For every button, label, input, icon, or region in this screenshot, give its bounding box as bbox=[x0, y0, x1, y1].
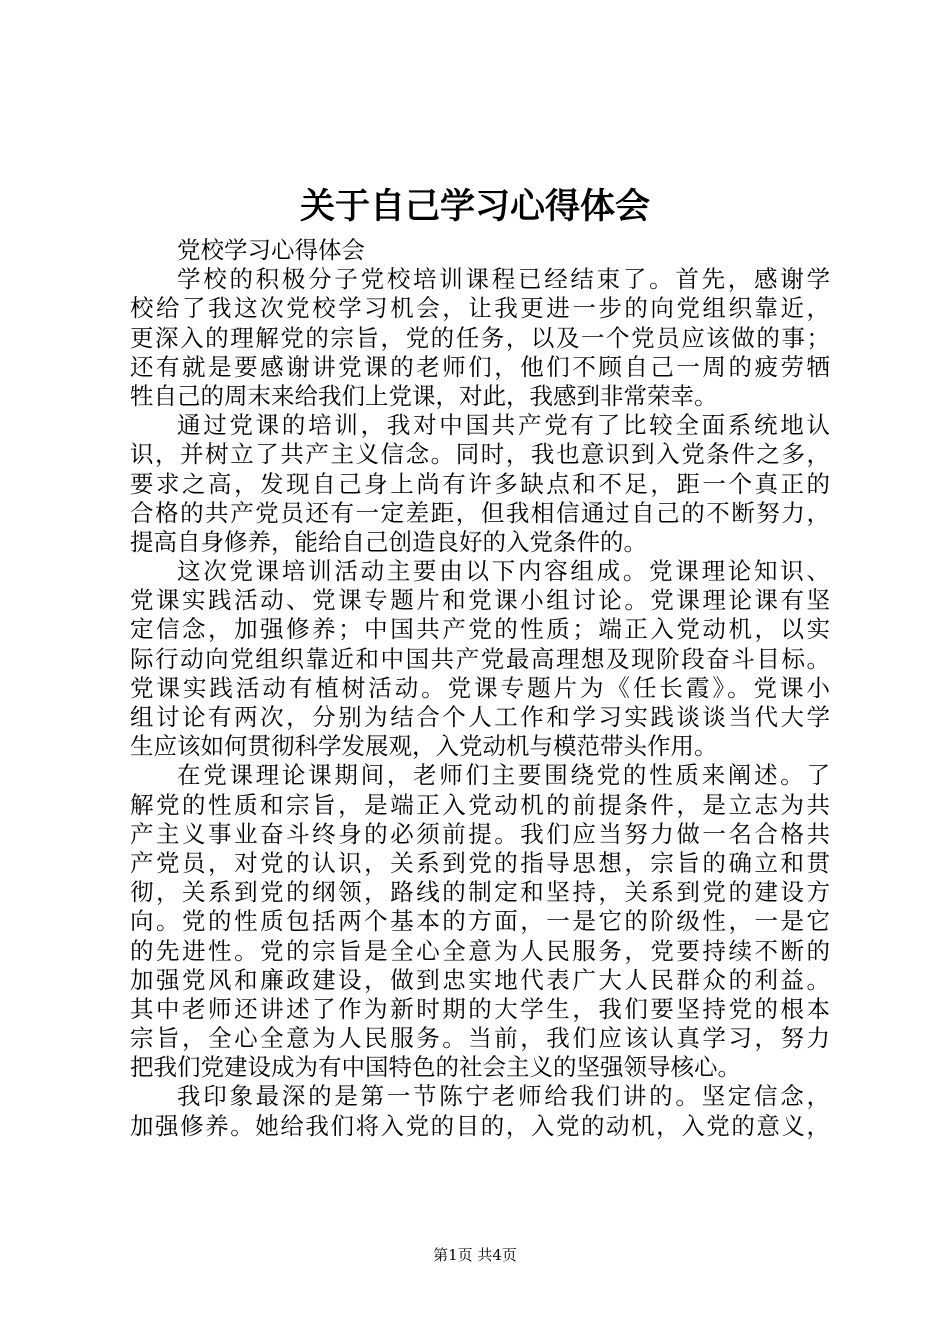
body-line: 加强修养。她给我们将入党的目的，入党的动机，入党的意义， bbox=[130, 1111, 830, 1140]
body-line: 合格的共产党员还有一定差距，但我相信通过自己的不断努力， bbox=[130, 498, 830, 527]
body-line: 更深入的理解党的宗旨，党的任务，以及一个党员应该做的事； bbox=[130, 323, 830, 352]
body-line: 学校的积极分子党校培训课程已经结束了。首先，感谢学 bbox=[177, 265, 830, 294]
body-line: 宗旨，全心全意为人民服务。当前，我们应该认真学习，努力 bbox=[130, 1024, 830, 1053]
body-line: 牲自己的周末来给我们上党课，对此，我感到非常荣幸。 bbox=[130, 381, 718, 410]
body-line: 解党的性质和宗旨，是端正入党动机的前提条件，是立志为共 bbox=[130, 790, 830, 819]
body-line: 彻，关系到党的纲领，路线的制定和坚持，关系到党的建设方 bbox=[130, 878, 830, 907]
body-line: 际行动向党组织靠近和中国共产党最高理想及现阶段奋斗目标。 bbox=[130, 644, 830, 673]
document-body bbox=[130, 236, 830, 1141]
page-title: 关于自己学习心得体会 bbox=[299, 187, 650, 227]
page-footer: 第1页 共4页 bbox=[433, 1246, 517, 1264]
body-line: 其中老师还讲述了作为新时期的大学生，我们要坚持党的根本 bbox=[130, 994, 830, 1023]
body-line: 识，并树立了共产主义信念。同时，我也意识到入党条件之多， bbox=[130, 440, 830, 469]
body-line: 党课实践活动有植树活动。党课专题片为《任长霞》。党课小 bbox=[130, 673, 830, 702]
body-line: 党课实践活动、党课专题片和党课小组讨论。党课理论课有坚 bbox=[130, 586, 830, 615]
body-line: 要求之高，发现自己身上尚有许多缺点和不足，距一个真正的 bbox=[130, 469, 830, 498]
body-line: 还有就是要感谢讲党课的老师们，他们不顾自己一周的疲劳牺 bbox=[130, 352, 830, 381]
body-line: 通过党课的培训，我对中国共产党有了比较全面系统地认 bbox=[177, 411, 830, 440]
body-line: 提高自身修养，能给自己创造良好的入党条件的。 bbox=[130, 527, 647, 556]
body-line: 向。党的性质包括两个基本的方面，一是它的阶级性，一是它 bbox=[130, 907, 830, 936]
body-line: 校给了我这次党校学习机会，让我更进一步的向党组织靠近， bbox=[130, 294, 830, 323]
body-line: 党校学习心得体会 bbox=[177, 236, 365, 264]
body-line: 定信念，加强修养；中国共产党的性质；端正入党动机，以实 bbox=[130, 615, 830, 644]
body-line: 把我们党建设成为有中国特色的社会主义的坚强领导核心。 bbox=[130, 1053, 741, 1082]
body-line: 我印象最深的是第一节陈宁老师给我们讲的。坚定信念， bbox=[177, 1082, 830, 1111]
body-line: 加强党风和廉政建设，做到忠实地代表广大人民群众的利益。 bbox=[130, 965, 830, 994]
body-line: 生应该如何贯彻科学发展观，入党动机与模范带头作用。 bbox=[130, 732, 718, 761]
body-line: 这次党课培训活动主要由以下内容组成。党课理论知识、 bbox=[177, 557, 830, 586]
body-line: 产主义事业奋斗终身的必须前提。我们应当努力做一名合格共 bbox=[130, 819, 830, 848]
body-line: 产党员，对党的认识，关系到党的指导思想，宗旨的确立和贯 bbox=[130, 848, 830, 877]
body-line: 组讨论有两次，分别为结合个人工作和学习实践谈谈当代大学 bbox=[130, 703, 830, 731]
body-line: 在党课理论课期间，老师们主要围绕党的性质来阐述。了 bbox=[177, 761, 830, 790]
body-line: 的先进性。党的宗旨是全心全意为人民服务，党要持续不断的 bbox=[130, 936, 830, 965]
